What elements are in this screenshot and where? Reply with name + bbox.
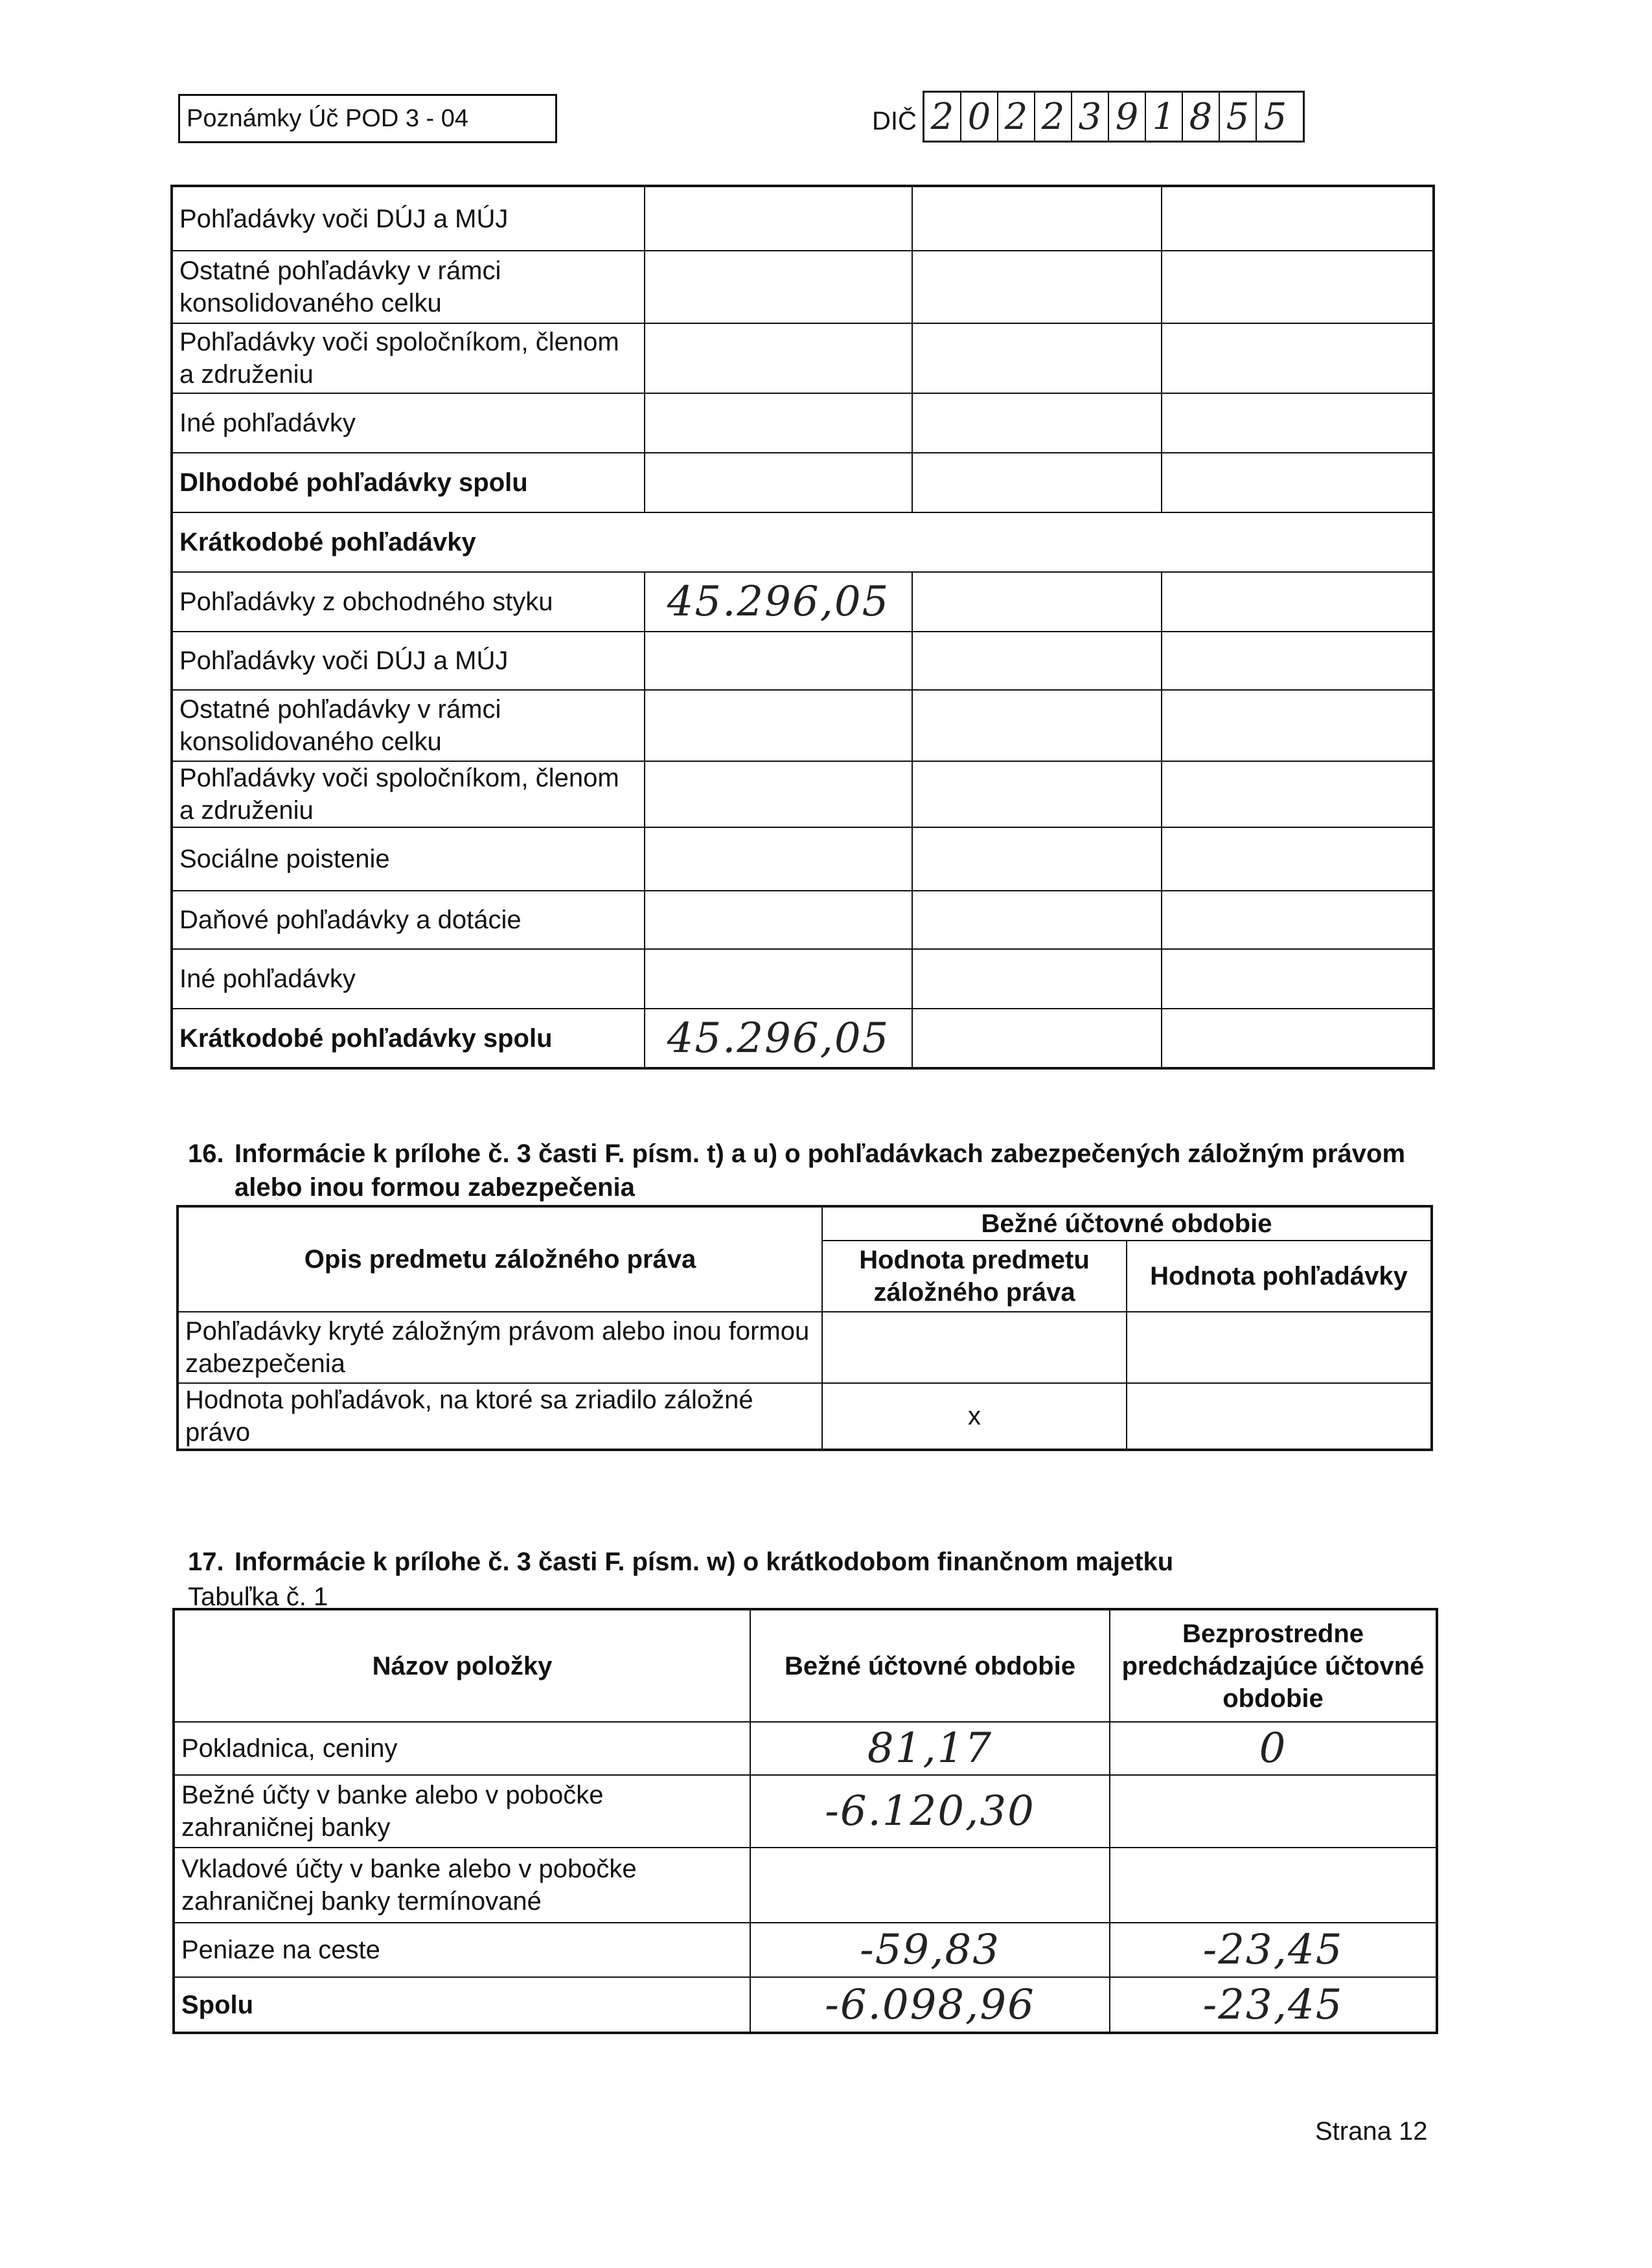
page-number: Strana 12: [1315, 2117, 1428, 2146]
column-header: Bežné účtovné obdobie: [750, 1609, 1110, 1722]
table-row: [172, 393, 1434, 453]
table-row: [172, 251, 1434, 323]
table-caption: Tabuľka č. 1: [188, 1583, 328, 1611]
dic-digit: 1: [1146, 93, 1183, 141]
column-header: Bezprostredne predchádzajúce účtovné obdobie: [1110, 1609, 1437, 1722]
pledge-table: [176, 1205, 1433, 1451]
row-label: Peniaze na ceste: [174, 1923, 750, 1977]
table-row: [172, 949, 1434, 1009]
row-label: Vkladové účty v banke alebo v pobočke zahraničnej banky termínované: [174, 1848, 750, 1923]
table-row: [172, 186, 1434, 251]
financial-assets-table: [172, 1608, 1438, 2034]
row-value: x: [822, 1383, 1127, 1450]
row-label: Pohľadávky kryté záložným právom alebo inou formou zabezpečenia: [178, 1312, 822, 1383]
table-row: [178, 1312, 1432, 1383]
column-header: Bežné účtovné obdobie: [822, 1206, 1432, 1241]
row-label: Krátkodobé pohľadávky spolu: [172, 1009, 645, 1068]
receivables-table: [170, 185, 1435, 1070]
row-label: Ostatné pohľadávky v rámci konsolidovaného celku: [172, 251, 645, 323]
row-label: Bežné účty v banke alebo v pobočke zahraničnej banky: [174, 1775, 750, 1848]
row-value: 45.296,05: [645, 1009, 912, 1068]
column-header: Opis predmetu záložného práva: [178, 1206, 822, 1312]
dic-digit: 2: [1035, 93, 1072, 141]
section-header: Krátkodobé pohľadávky: [172, 512, 1434, 572]
section-title: Informácie k prílohe č. 3 časti F. písm. t) a u) o pohľadávkach zabezpečených záložným právom alebo inou formou zabezpečenia: [235, 1140, 1406, 1202]
row-value: 0: [1110, 1722, 1437, 1775]
row-value: -6.098,96: [750, 1977, 1110, 2033]
section-number: 17.: [188, 1548, 224, 1576]
row-label: Pohľadávky voči DÚJ a MÚJ: [172, 632, 645, 690]
row-value: [645, 690, 912, 761]
row-value: -6.120,30: [750, 1775, 1110, 1848]
dic-digit: 2: [998, 93, 1035, 141]
column-header: Hodnota pohľadávky: [1127, 1241, 1432, 1312]
row-value: [1110, 1775, 1437, 1848]
row-label: Spolu: [174, 1977, 750, 2033]
table-section-header: [172, 512, 1434, 572]
row-label: Pokladnica, ceniny: [174, 1722, 750, 1775]
row-value: -23,45: [1110, 1977, 1437, 2033]
row-label: Hodnota pohľadávok, na ktoré sa zriadilo záložné právo: [178, 1383, 822, 1450]
row-value: [645, 393, 912, 453]
column-header: Názov položky: [174, 1609, 750, 1722]
row-value: [1127, 1383, 1432, 1450]
row-label: Daňové pohľadávky a dotácie: [172, 891, 645, 949]
row-value: -59,83: [750, 1923, 1110, 1977]
row-value: [1110, 1848, 1437, 1923]
table-row: [172, 690, 1434, 761]
table-row-total: [172, 1009, 1434, 1068]
row-value: [645, 632, 912, 690]
row-label: Dlhodobé pohľadávky spolu: [172, 453, 645, 512]
dic-digit: 5: [1263, 95, 1287, 138]
table-header-row: [174, 1609, 1437, 1722]
table-row: [178, 1383, 1432, 1450]
row-value: [645, 186, 912, 251]
table-row: [174, 1775, 1437, 1848]
row-value: [822, 1312, 1127, 1383]
table-row: [172, 891, 1434, 949]
dic-field: [923, 91, 1305, 143]
dic-digit: 2: [924, 93, 961, 141]
row-value: [645, 949, 912, 1009]
row-value: [645, 323, 912, 393]
table-row: [174, 1722, 1437, 1775]
row-value: [645, 827, 912, 891]
form-label: [178, 94, 557, 143]
table-row: [172, 761, 1434, 827]
row-value: -23,45: [1110, 1923, 1437, 1977]
form-label-text: Poznámky Úč POD 3 - 04: [187, 104, 469, 132]
dic-digit: 5: [1220, 93, 1257, 141]
row-value: [645, 251, 912, 323]
row-label: Iné pohľadávky: [172, 393, 645, 453]
dic-digit: 3: [1072, 93, 1109, 141]
table-row-total: [172, 453, 1434, 512]
row-label: Pohľadávky voči spoločníkom, členom a združeniu: [172, 323, 645, 393]
section-number: 16.: [188, 1140, 224, 1168]
row-value: [1127, 1312, 1432, 1383]
row-value: [750, 1848, 1110, 1923]
table-row: [172, 827, 1434, 891]
row-label: Sociálne poistenie: [172, 827, 645, 891]
table-row-total: [174, 1977, 1437, 2033]
table-row: [172, 572, 1434, 632]
table-row: [174, 1848, 1437, 1923]
table-header-row: [178, 1206, 1432, 1241]
row-label: Pohľadávky voči spoločníkom, členom a združeniu: [172, 761, 645, 827]
dic-digit: 0: [961, 93, 998, 141]
row-value: 45.296,05: [645, 572, 912, 632]
row-label: Pohľadávky voči DÚJ a MÚJ: [172, 186, 645, 251]
dic-digit: 8: [1183, 93, 1220, 141]
section-title: Informácie k prílohe č. 3 časti F. písm. w) o krátkodobom finančnom majetku: [235, 1548, 1174, 1576]
row-label: Pohľadávky z obchodného styku: [172, 572, 645, 632]
section16-heading: [188, 1137, 1451, 1204]
row-label: Ostatné pohľadávky v rámci konsolidovaného celku: [172, 690, 645, 761]
table-row: [172, 632, 1434, 690]
dic-label: DIČ: [872, 107, 917, 135]
dic-digit: 9: [1109, 93, 1146, 141]
column-header: Hodnota predmetu záložného práva: [822, 1241, 1127, 1312]
row-value: [645, 761, 912, 827]
table-row: [174, 1923, 1437, 1977]
section17-heading: [188, 1545, 1451, 1579]
row-label: Iné pohľadávky: [172, 949, 645, 1009]
row-value: 81,17: [750, 1722, 1110, 1775]
table-row: [172, 323, 1434, 393]
row-value: [645, 453, 912, 512]
row-value: [645, 891, 912, 949]
